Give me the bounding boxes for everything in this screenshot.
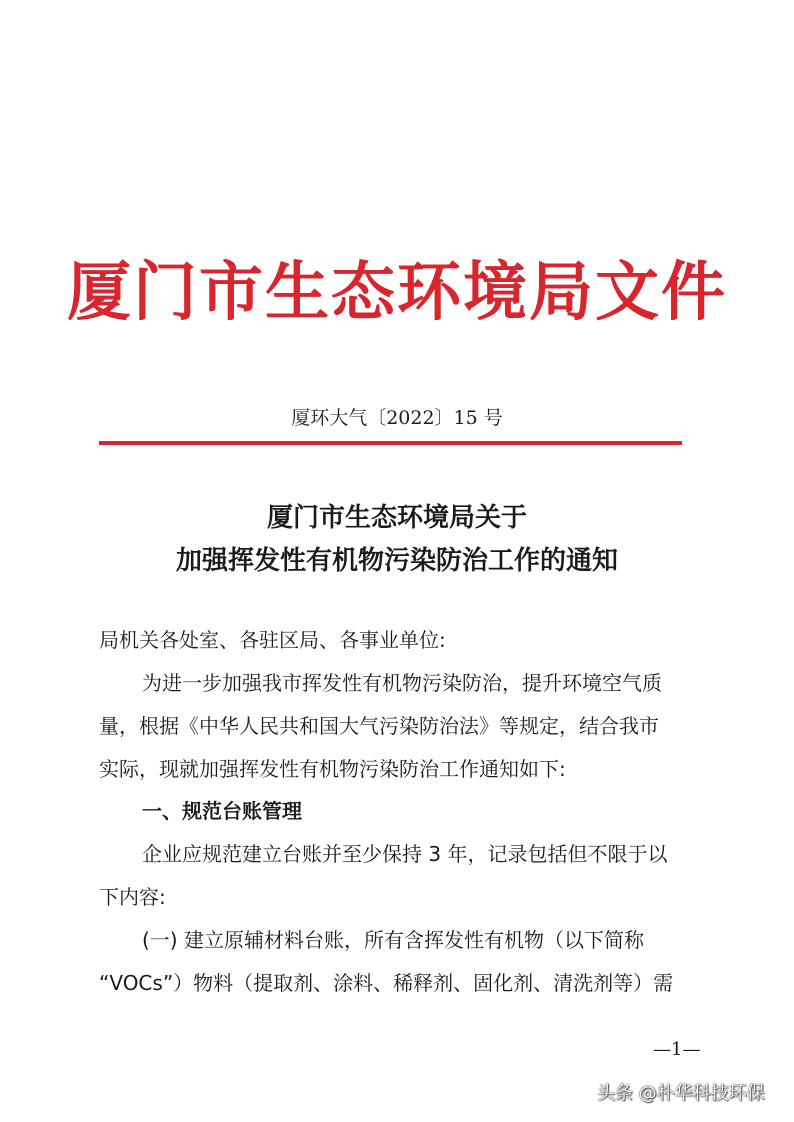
notice-title-line-1: 厦门市生态环境局关于 <box>266 503 527 533</box>
section-1-heading: 一、规范台账管理 <box>142 799 302 823</box>
item-1-line-2: “VOCs”）物料（提取剂、涂料、稀释剂、固化剂、清洗剂等）需 <box>99 971 674 995</box>
intro-paragraph-line-1: 为进一步加强我市挥发性有机物污染防治，提升环境空气质 <box>142 671 662 695</box>
notice-title-line-2: 加强挥发性有机物污染防治工作的通知 <box>175 546 618 576</box>
section-1-paragraph-line-2: 下内容: <box>99 885 166 909</box>
watermark: 头条 @朴华科技环保 <box>597 1083 765 1104</box>
document-header-title: 厦门市生态环境局文件 <box>67 255 727 330</box>
document-number: 厦环大气〔2022〕15 号 <box>291 407 503 429</box>
intro-paragraph-line-3: 实际，现就加强挥发性有机物污染防治工作通知如下: <box>99 757 566 781</box>
item-1-line-1: (一) 建立原辅材料台账，所有含挥发性有机物（以下简称 <box>142 928 644 952</box>
page-number: —1— <box>653 1039 701 1060</box>
recipients-line: 局机关各处室、各驻区局、各事业单位: <box>99 628 446 652</box>
section-1-paragraph-line-1: 企业应规范建立台账并至少保持 3 年，记录包括但不限于以 <box>142 842 668 866</box>
red-divider-line <box>99 441 682 445</box>
intro-paragraph-line-2: 量，根据《中华人民共和国大气污染防治法》等规定，结合我市 <box>99 714 659 738</box>
